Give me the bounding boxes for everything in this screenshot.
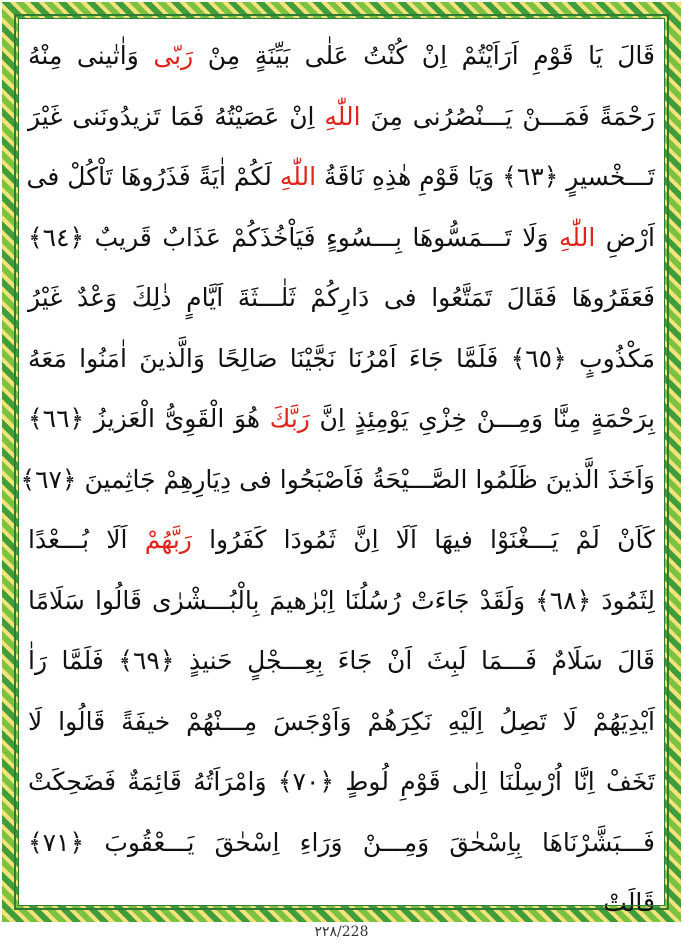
verse-line: قَالَ يَا قَوْمِ اَرَاَيْتُمْ اِنْ كُنْتُ عَلٰى بَيِّنَةٍ مِنْ رَبّى وَاٰتٰينى مِنْهُ xyxy=(28,41,655,70)
verse-line: رَحْمَةً فَمَـــنْ يَـــنْصُرُنى مِنَ اللّٰهِ اِنْ عَصَيْتُهُ فَمَا تَزيدُونَنى غَيْرَ xyxy=(28,101,655,131)
verse-line: قَالَ سَلَامٌ فَـــمَا لَبِثَ اَنْ جَاءَ بِعِـــجْلٍ حَنيذٍ ﴿٦٩﴾ فَلَمَّا رَاٰ xyxy=(28,646,656,675)
divine-name: رَبَّكَ xyxy=(269,404,310,433)
verse-line: مَكْذُوبٍ ﴿٦٥﴾ فَلَمَّا جَاءَ اَمْرُنَا نَجَّيْنَا صَالِحًا وَالَّذينَ اٰمَنُوا مَعَهُ xyxy=(28,343,655,373)
verse-line: اَرْضِ اللّٰهِ وَلَا تَـــمَسُّوهَا بِـــسُوءٍ فَيَاْخُذَكُمْ عَذَابٌ قَريبٌ ﴿٦٤﴾ xyxy=(28,222,655,252)
verse-line: تَـــخْسيرٍ ﴿٦٣﴾ وَيَا قَوْمِ هٰذِهِ نَاقَةُ اللّٰهِ لَكُمْ اٰيَةً فَذَرُوهَا تَاْكُلْ فى xyxy=(26,162,655,191)
verse-line: وَاَخَذَ الَّذينَ ظَلَمُوا الصَّـــيْحَةُ فَاَصْبَحُوا فى دِيَارِهِمْ جَاثِمينَ ﴿٦٧﴾ xyxy=(20,464,655,494)
verse-line: تَخَفْ اِنَّا اُرْسِلْنَا اِلٰى قَوْمِ لُوطٍ ﴿٧٠﴾ وَامْرَاَتُهُ قَائِمَةٌ فَضَحِكَتْ xyxy=(28,767,655,796)
divine-name: رَبّى xyxy=(153,41,194,70)
divine-name: اللّٰهِ xyxy=(559,222,596,252)
divine-name: اللّٰهِ xyxy=(279,162,317,191)
verse-line: فَـــبَشَّرْنَاهَا بِاِسْحٰقَ وَمِـــنْ وَرَاءِ اِسْحٰقَ يَـــعْقُوبَ ﴿٧١﴾ xyxy=(28,827,655,857)
page-number: ٢٢٨/228 xyxy=(314,924,369,940)
verse-line: قَالَتْ xyxy=(603,888,655,917)
verse-line: بِرَحْمَةٍ مِنَّا وَمِـــنْ خِزْىِ يَوْمِئِذٍ اِنَّ رَبَّكَ هُوَ الْقَوِىُّ الْعَزيزُ ﴿٦٦﴾ xyxy=(28,404,655,433)
verse-line: لِثَمُودَ ﴿٦٨﴾ وَلَقَدْ جَاءَتْ رُسُلُنَا اِبْرٰهيمَ بِالْبُـــشْرٰى قَالُوا سَلَامًا xyxy=(28,585,655,615)
divine-name: رَبَّهُمْ xyxy=(144,525,192,554)
verse-line: كَاَنْ لَمْ يَـــغْنَوْا فيهَا اَلَا اِنَّ ثَمُودَا كَفَرُوا رَبَّهُمْ اَلَا بُـــعْدًا xyxy=(28,525,655,554)
verse-text xyxy=(20,26,656,934)
ornamental-border xyxy=(2,2,681,922)
verse-line: فَعَقَرُوهَا فَقَالَ تَمَتَّعُوا فى دَارِكُمْ ثَلٰـــثَةَ اَيَّامٍ ذٰلِكَ وَعْدٌ غَيْرُ xyxy=(28,283,655,312)
divine-name: اللّٰهِ xyxy=(324,101,361,131)
verse-line: اَيْدِيَهُمْ لَا تَصِلُ اِلَيْهِ نَكِرَهُمْ وَاَوْجَسَ مِـــنْهُمْ خيفَةً قَالُوا لَا xyxy=(28,706,655,736)
